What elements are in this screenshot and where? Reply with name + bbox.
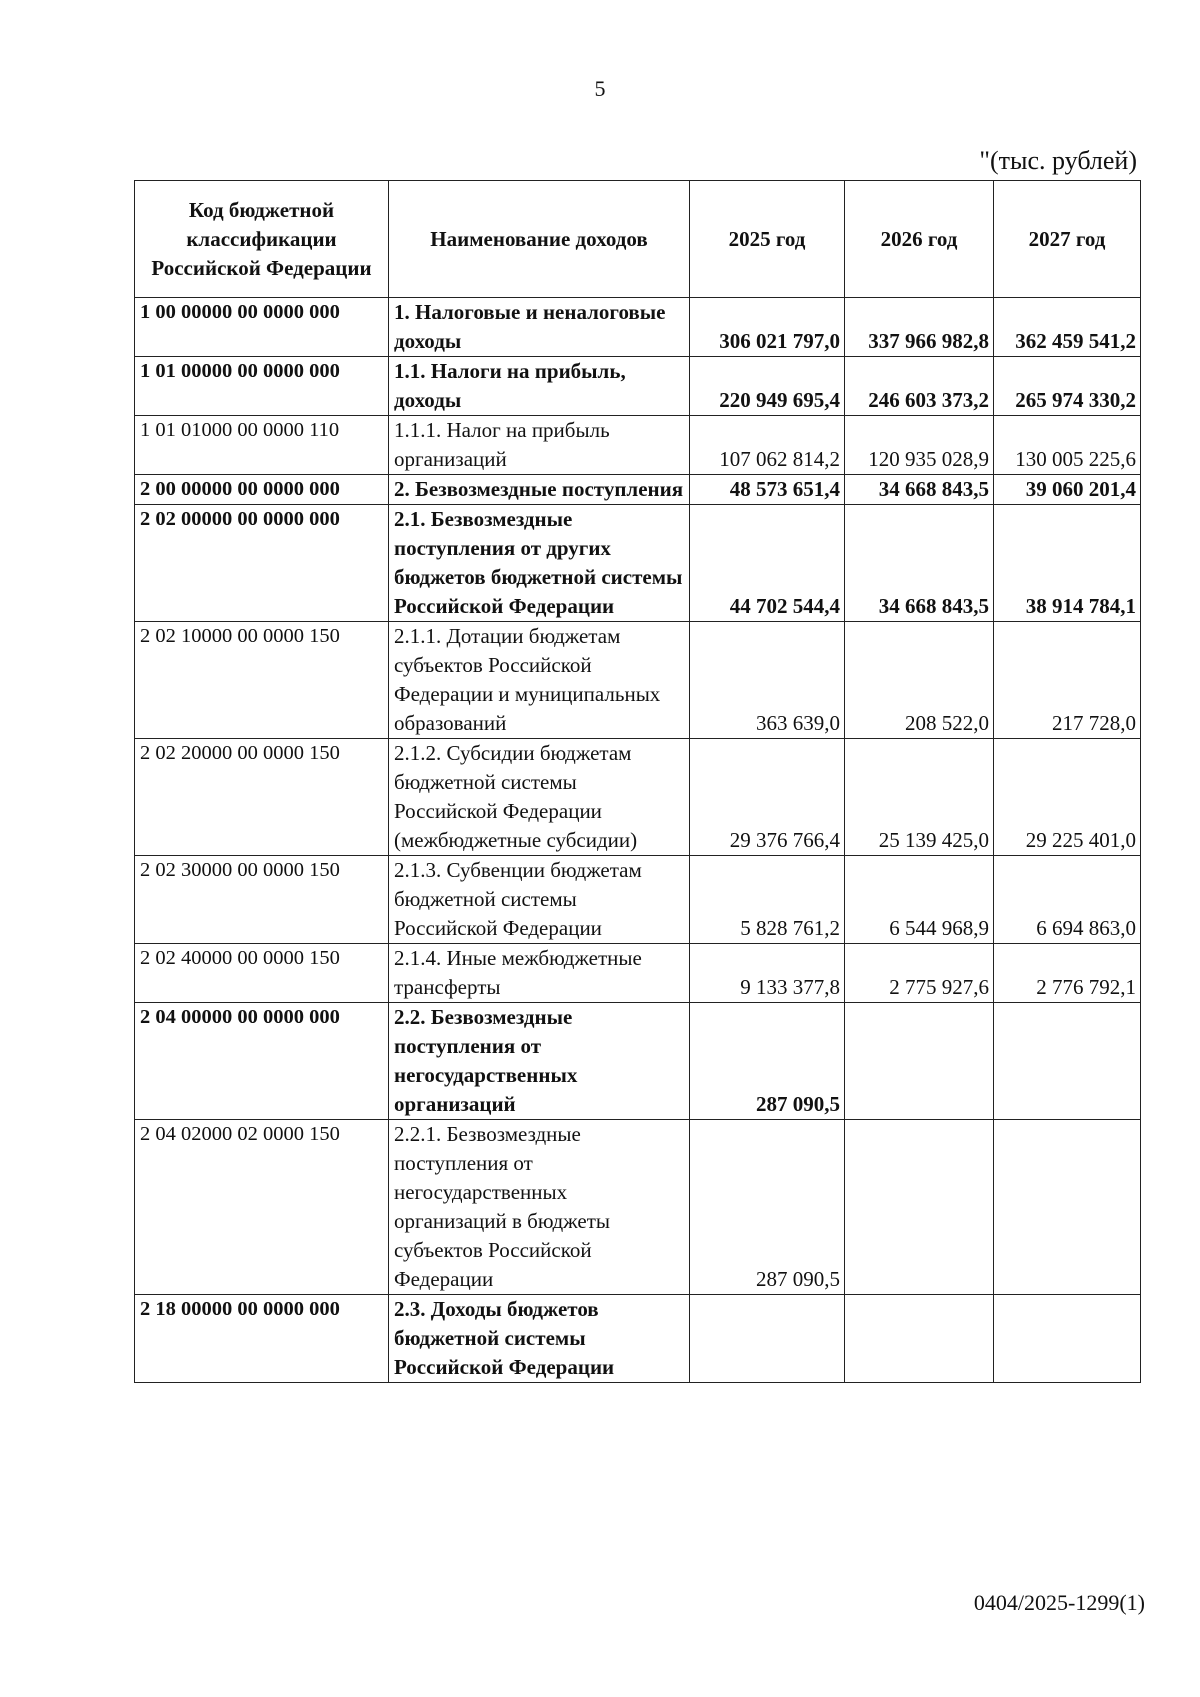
- row-2025: 287 090,5: [690, 1003, 845, 1120]
- row-2027: [994, 1003, 1141, 1120]
- row-2026: 120 935 028,9: [845, 416, 994, 475]
- row-2025: 29 376 766,4: [690, 739, 845, 856]
- row-2026: 25 139 425,0: [845, 739, 994, 856]
- row-2025: 44 702 544,4: [690, 505, 845, 622]
- row-2026: [845, 1003, 994, 1120]
- row-code: 2 02 20000 00 0000 150: [135, 739, 389, 856]
- table-row: [135, 505, 1141, 622]
- table-row: [135, 298, 1141, 357]
- row-code: 1 00 00000 00 0000 000: [135, 298, 389, 357]
- page-number: 5: [594, 76, 606, 101]
- row-2027: [994, 1295, 1141, 1383]
- row-2027: 362 459 541,2: [994, 298, 1141, 357]
- row-code: 1 01 01000 00 0000 110: [135, 416, 389, 475]
- row-2025: 287 090,5: [690, 1120, 845, 1295]
- row-2026: 6 544 968,9: [845, 856, 994, 944]
- row-2026: 2 775 927,6: [845, 944, 994, 1003]
- row-name: 2.1. Безвозмездные поступления от других бюджетов бюджетной системы Российской Федерации: [389, 505, 690, 622]
- row-code: 2 00 00000 00 0000 000: [135, 475, 389, 505]
- row-name: 2.1.3. Субвенции бюджетам бюджетной системы Российской Федерации: [389, 856, 690, 944]
- row-2027: 130 005 225,6: [994, 416, 1141, 475]
- document-id: 0404/2025-1299(1): [973, 1590, 1145, 1615]
- header-name: Наименование доходов: [389, 181, 690, 298]
- row-name: 2.2.1. Безвозмездные поступления от негосударственных организаций в бюджеты субъектов Российской Федерации: [389, 1120, 690, 1295]
- row-2027: 265 974 330,2: [994, 357, 1141, 416]
- header-2026: 2026 год: [845, 181, 994, 298]
- row-2027: 38 914 784,1: [994, 505, 1141, 622]
- row-2025: 363 639,0: [690, 622, 845, 739]
- row-2026: [845, 1295, 994, 1383]
- row-2027: 39 060 201,4: [994, 475, 1141, 505]
- row-code: 2 04 02000 02 0000 150: [135, 1120, 389, 1295]
- row-2027: [994, 1120, 1141, 1295]
- row-name: 2.1.1. Дотации бюджетам субъектов Российской Федерации и муниципальных образований: [389, 622, 690, 739]
- table-row: [135, 622, 1141, 739]
- row-code: 1 01 00000 00 0000 000: [135, 357, 389, 416]
- row-2025: 48 573 651,4: [690, 475, 845, 505]
- row-2026: 34 668 843,5: [845, 505, 994, 622]
- table-row: [135, 357, 1141, 416]
- row-code: 2 02 40000 00 0000 150: [135, 944, 389, 1003]
- row-name: 2.1.2. Субсидии бюджетам бюджетной системы Российской Федерации (межбюджетные субсидии): [389, 739, 690, 856]
- row-2026: [845, 1120, 994, 1295]
- row-name: 2. Безвозмездные поступления: [389, 475, 690, 505]
- header-2025: 2025 год: [690, 181, 845, 298]
- units-label: "(тыс. рублей): [979, 146, 1137, 175]
- row-2026: 34 668 843,5: [845, 475, 994, 505]
- row-code: 2 02 30000 00 0000 150: [135, 856, 389, 944]
- row-name: 1.1.1. Налог на прибыль организаций: [389, 416, 690, 475]
- row-name: 1. Налоговые и неналоговые доходы: [389, 298, 690, 357]
- table-row: [135, 856, 1141, 944]
- row-2027: 29 225 401,0: [994, 739, 1141, 856]
- row-2026: 208 522,0: [845, 622, 994, 739]
- table-row: [135, 416, 1141, 475]
- header-code: Код бюджетной классификации Российской Федерации: [135, 181, 389, 298]
- row-2027: 6 694 863,0: [994, 856, 1141, 944]
- row-name: 1.1. Налоги на прибыль, доходы: [389, 357, 690, 416]
- row-2026: 337 966 982,8: [845, 298, 994, 357]
- row-2027: 217 728,0: [994, 622, 1141, 739]
- row-2025: 220 949 695,4: [690, 357, 845, 416]
- table-row: [135, 739, 1141, 856]
- row-2025: 306 021 797,0: [690, 298, 845, 357]
- row-name: 2.3. Доходы бюджетов бюджетной системы Российской Федерации: [389, 1295, 690, 1383]
- table-row: [135, 944, 1141, 1003]
- row-2025: 107 062 814,2: [690, 416, 845, 475]
- row-code: 2 04 00000 00 0000 000: [135, 1003, 389, 1120]
- row-code: 2 02 00000 00 0000 000: [135, 505, 389, 622]
- row-name: 2.1.4. Иные межбюджетные трансферты: [389, 944, 690, 1003]
- table-row: [135, 1295, 1141, 1383]
- row-2025: [690, 1295, 845, 1383]
- row-2026: 246 603 373,2: [845, 357, 994, 416]
- table-header-row: [135, 181, 1141, 298]
- row-code: 2 18 00000 00 0000 000: [135, 1295, 389, 1383]
- row-2025: 9 133 377,8: [690, 944, 845, 1003]
- row-2025: 5 828 761,2: [690, 856, 845, 944]
- header-2027: 2027 год: [994, 181, 1141, 298]
- table-row: [135, 475, 1141, 505]
- row-code: 2 02 10000 00 0000 150: [135, 622, 389, 739]
- table-row: [135, 1120, 1141, 1295]
- row-2027: 2 776 792,1: [994, 944, 1141, 1003]
- table-row: [135, 1003, 1141, 1120]
- row-name: 2.2. Безвозмездные поступления от негосударственных организаций: [389, 1003, 690, 1120]
- budget-income-table: [134, 180, 1141, 1383]
